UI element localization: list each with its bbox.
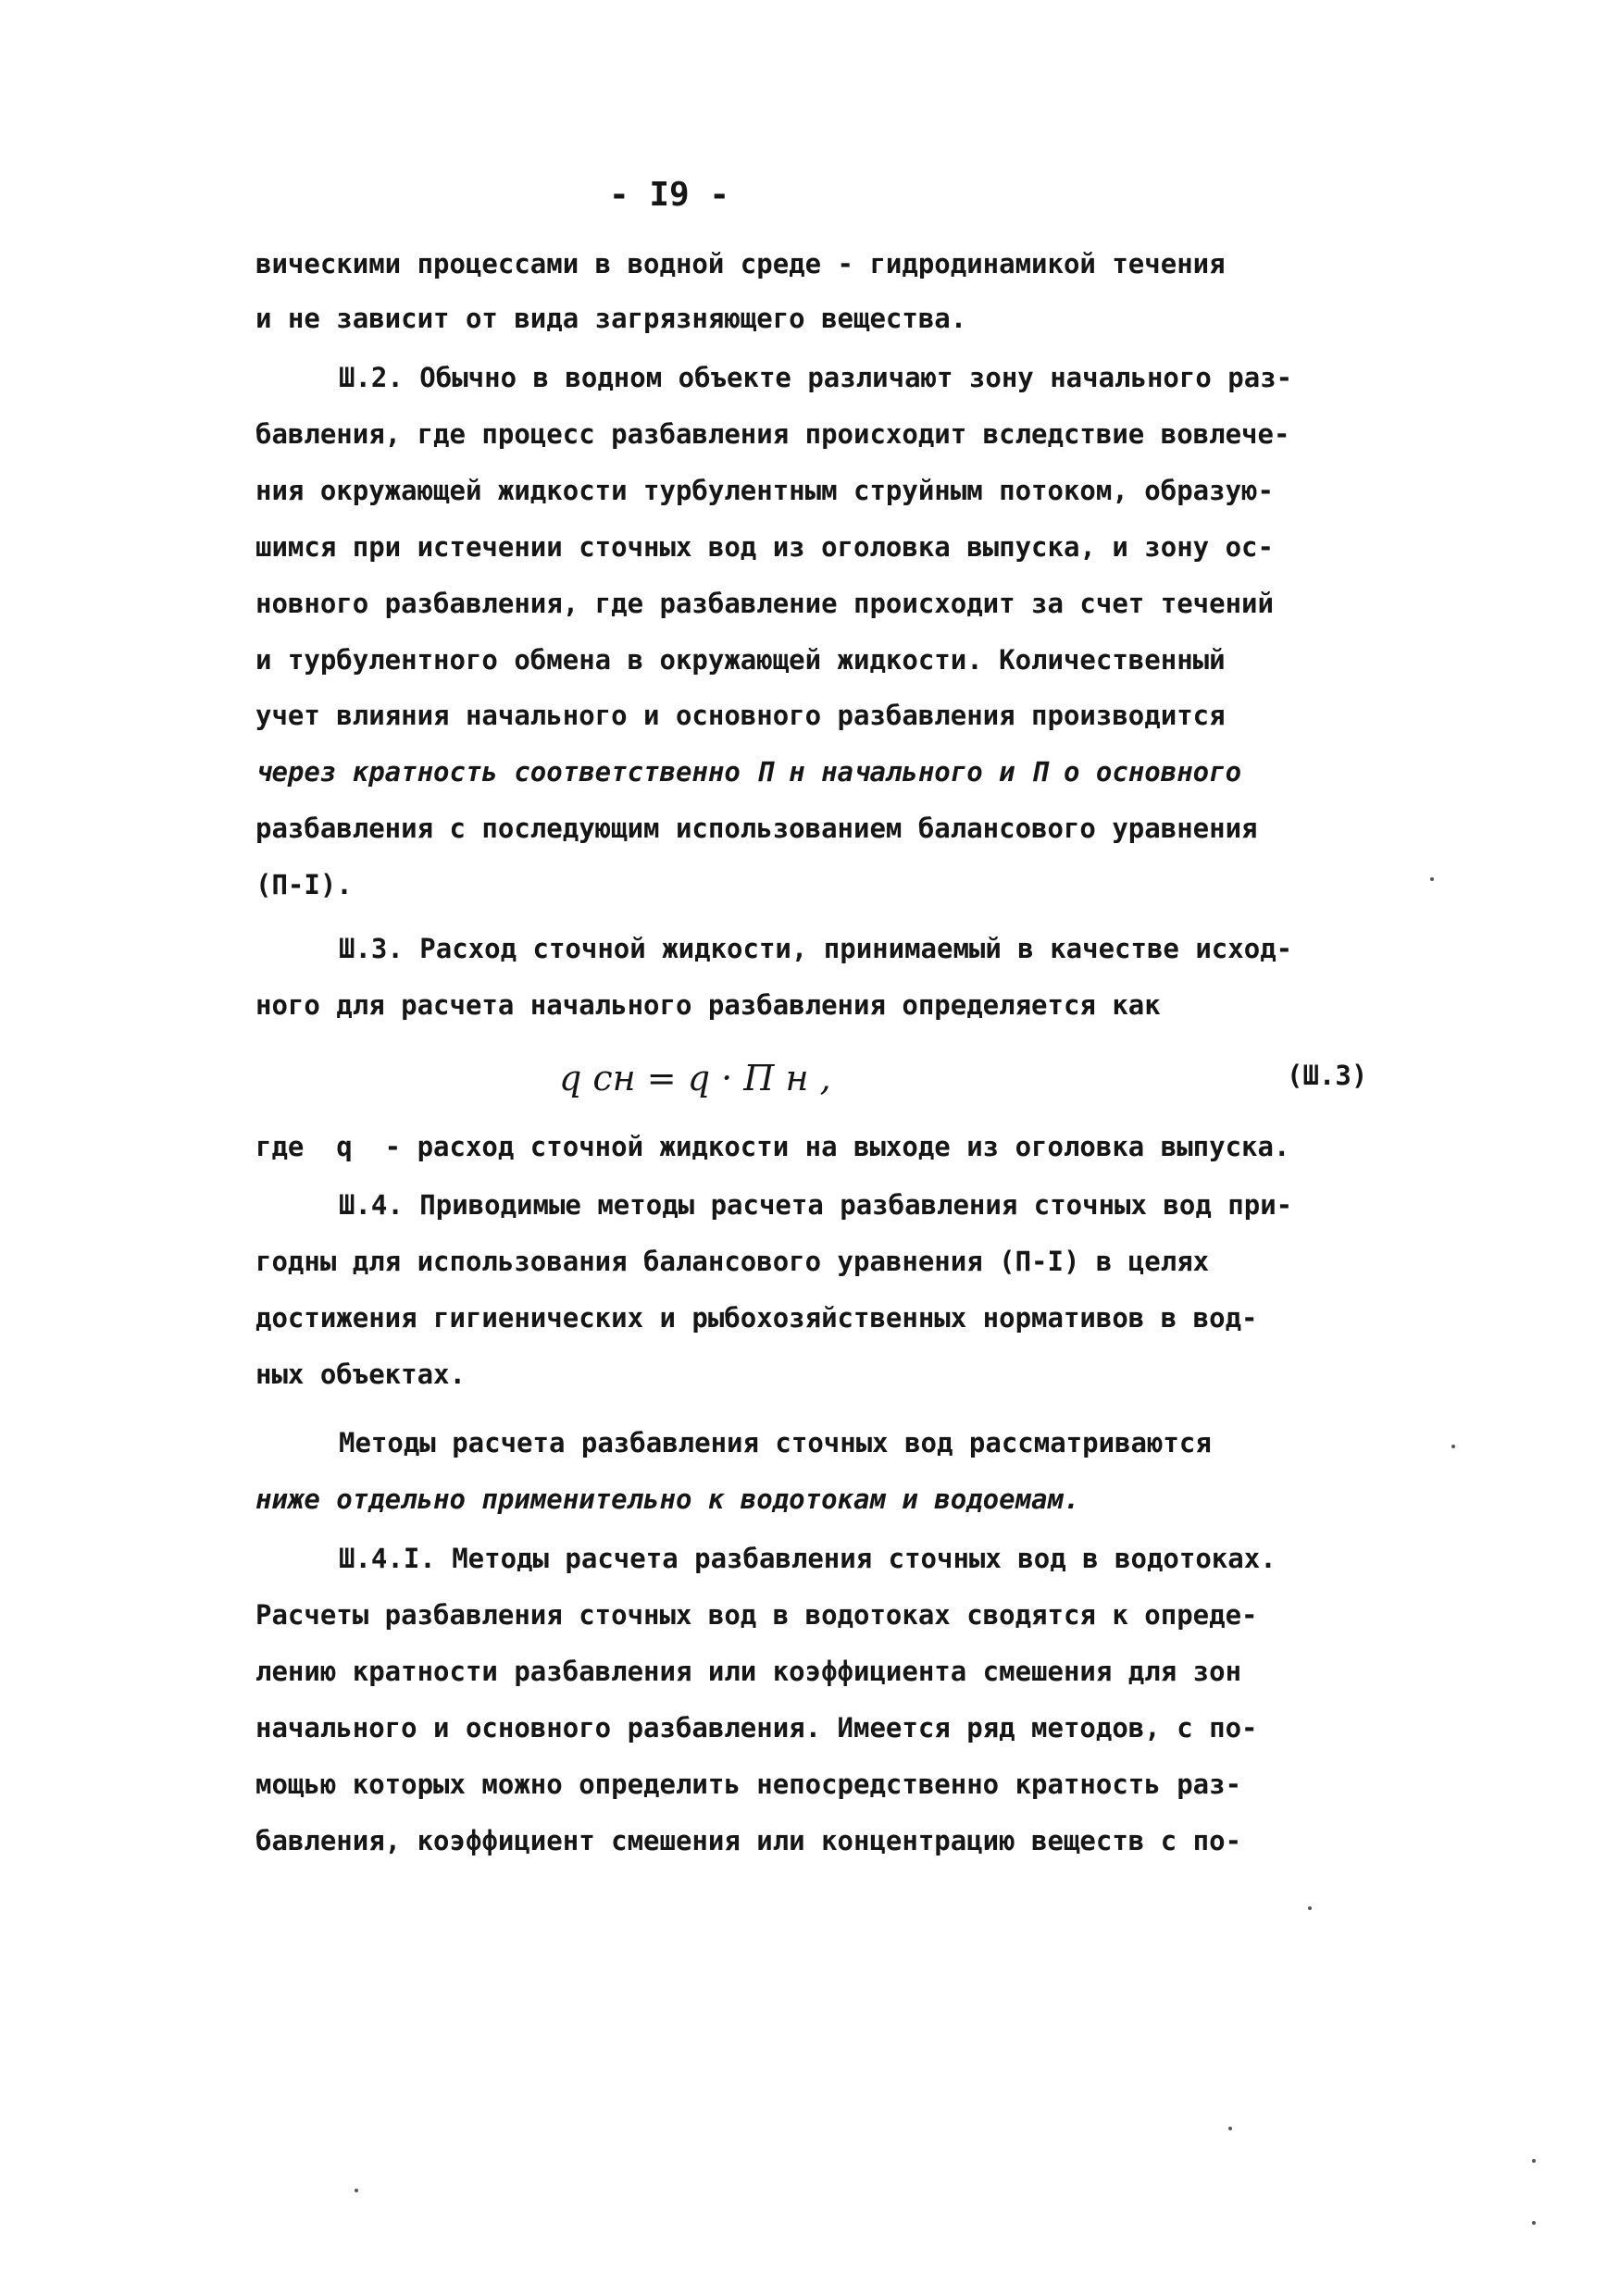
text-line: начального и основного разбавления. Имеется ряд методов, с по- [255,1712,1258,1744]
text-line: где q - расход сточной жидкости на выходе из оголовка выпуска. [255,1131,1290,1162]
text-line: мощью которых можно определить непосредственно кратность раз- [255,1769,1242,1800]
scan-speck [1451,1445,1455,1448]
text-line: ния окружающей жидкости турбулентным струйным потоком, образую- [255,475,1274,506]
text-line: шимся при истечении сточных вод из оголовка выпуска, и зону ос- [255,531,1274,563]
text-line: Расчеты разбавления сточных вод в водотоках сводятся к опреде- [255,1599,1258,1631]
scan-speck [1308,1906,1312,1910]
scan-speck [1228,2127,1232,2130]
text-line: ных объектах. [255,1359,466,1390]
text-line: разбавления с последующим использованием балансового уравнения [255,813,1258,844]
text-line: Ш.4. Приводимые методы расчета разбавления сточных вод при- [339,1189,1293,1221]
page-number: - I9 - [609,176,730,214]
scan-speck [1532,2221,1536,2225]
text-line: Ш.3. Расход сточной жидкости, принимаемый в качестве исход- [339,933,1293,964]
text-line: ного для расчета начального разбавления определяется как [255,989,1161,1021]
scan-speck [355,2189,358,2192]
text-line: годны для использования балансового уравнения (П-I) в целях [255,1246,1210,1277]
text-line: и не зависит от вида загрязняющего вещества. [255,303,967,334]
text-line: (П-I). [255,869,353,900]
text-line: достижения гигиенических и рыбохозяйственных нормативов в вод- [255,1302,1258,1334]
text-line: ниже отдельно применительно к водотокам и водоемам. [255,1483,1080,1515]
text-line: вическими процессами в водной среде - гидродинамикой течения [255,248,1226,279]
text-line: через кратность соответственно П н начального и П о основного [255,756,1242,788]
text-line: Ш.2. Обычно в водном объекте различают зону начального раз- [339,362,1293,393]
text-line: учет влияния начального и основного разбавления производится [255,700,1226,731]
text-line: Методы расчета разбавления сточных вод рассматриваются [339,1427,1212,1458]
text-line: и турбулентного обмена в окружающей жидкости. Количественный [255,644,1226,676]
formula: q сн = q · П н , [559,1058,831,1098]
text-line: бавления, коэффициент смешения или концентрацию веществ с по- [255,1825,1242,1856]
text-line: Ш.4.I. Методы расчета разбавления сточных вод в водотоках. [339,1543,1277,1574]
text-line: лению кратности разбавления или коэффициента смешения для зон [255,1656,1242,1687]
scan-speck [1430,877,1434,881]
text-line: бавления, где процесс разбавления происходит вследствие вовлече- [255,418,1290,450]
formula-number: (Ш.3) [1287,1060,1368,1091]
scan-speck [1532,2159,1536,2163]
text-line: новного разбавления, где разбавление происходит за счет течений [255,588,1274,619]
